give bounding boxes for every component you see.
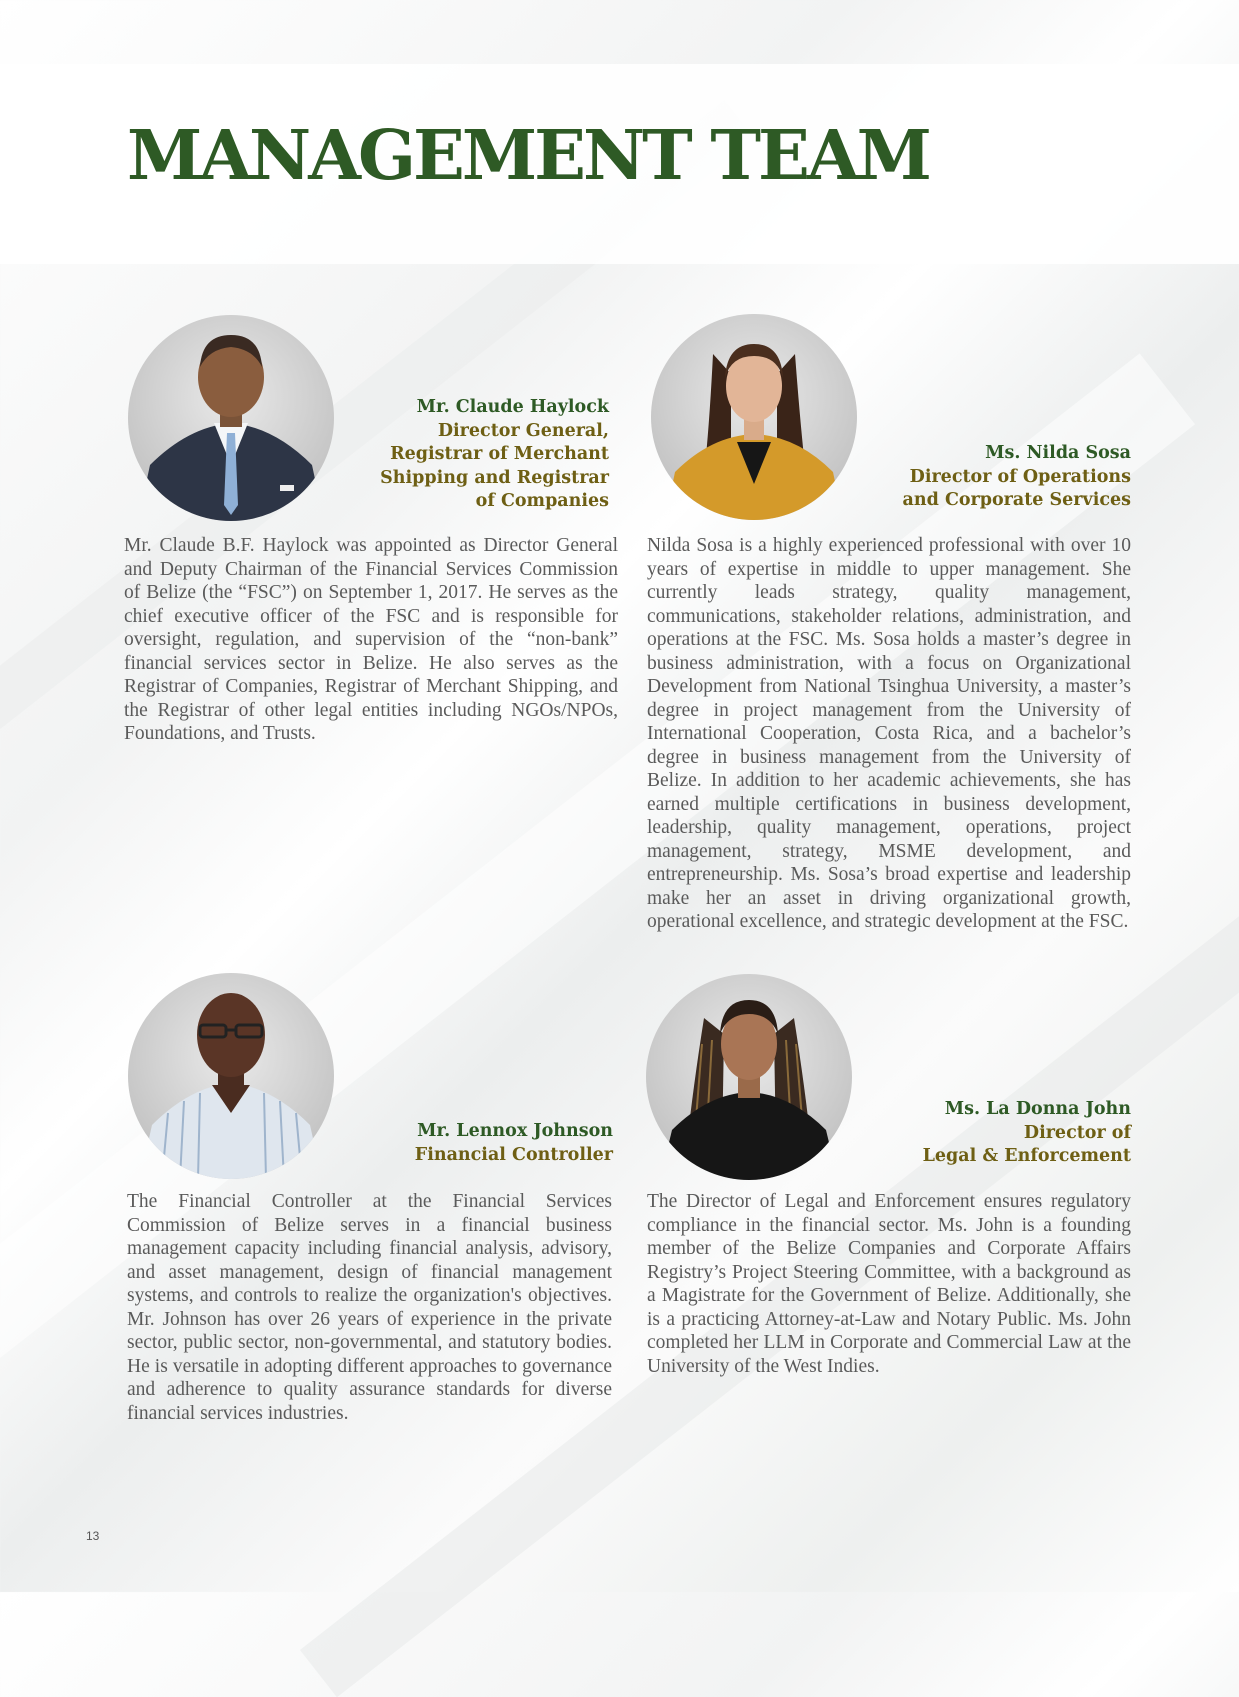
member-title-line: Director of Operations (909, 466, 1131, 487)
name-block-nilda-sosa (903, 442, 1131, 513)
page-title: MANAGEMENT TEAM (127, 116, 929, 196)
member-title-line: Director of (1023, 1122, 1131, 1143)
member-title-line: Shipping and Registrar (380, 467, 609, 488)
member-title-line: Legal & Enforcement (922, 1146, 1131, 1166)
portrait-claude-haylock (128, 315, 334, 521)
bio-claude-haylock: Mr. Claude B.F. Haylock was appointed as Director General and Deputy Chairman of the Financial Services Commission of Belize (the “FSC”) on September 1, 2017. He serves as the chief executive officer of the FSC and is responsible for oversight, regulation, and supervision of the “non-bank” financial services sector in Belize. He also serves as the Registrar of Companies, Registrar of Merchant Shipping, and the Registrar of other legal entities including NGOs/NPOs, Foundations, and Trusts. (124, 535, 618, 744)
member-title-line: and Corporate Services (902, 490, 1131, 510)
bio-la-donna-john: The Director of Legal and Enforcement ensures regulatory compliance in the financial sector. Ms. John is a founding member of the Belize Companies and Corporate Affairs Registry’s Project Steering Committee, with a background as a Magistrate for the Government of Belize. Additionally, she is a practicing Attorney-at-Law and Notary Public. Ms. John completed her LLM in Corporate and Commercial Law at the University of the West Indies. (647, 1191, 1131, 1377)
portrait-lennox-johnson (128, 973, 334, 1179)
member-name: Mr. Lennox Johnson (417, 1121, 613, 1141)
member-title-line: Financial Controller (414, 1144, 613, 1165)
member-title-line: Director General, (437, 420, 609, 441)
member-name: Ms. La Donna John (944, 1099, 1131, 1119)
bio-nilda-sosa: Nilda Sosa is a highly experienced professional with over 10 years of expertise in middle to upper management. She currently leads strategy, quality management, communications, stakeholder relations, administration, and operations at the FSC. Ms. Sosa holds a master’s degree in business administration, with a focus on Organizational Development from National Tsinghua University, a master’s degree in project management from the University of International Cooperation, Costa Rica, and a bachelor’s degree in business management from the University of Belize. In addition to her academic achievements, she has earned multiple certifications in business development, leadership, quality management, operations, project management, strategy, MSME development, and entrepreneurship. Ms. Sosa’s broad expertise and leadership make her an asset in driving organizational growth, operational excellence, and strategic development at the FSC. (647, 535, 1131, 932)
member-name: Ms. Nilda Sosa (985, 443, 1131, 463)
page-number: 13 (86, 1529, 100, 1543)
bio-lennox-johnson: The Financial Controller at the Financial Services Commission of Belize serves in a financial business management capacity including financial analysis, advisory, and asset management, design of financial management systems, and controls to realize the organization's objectives. Mr. Johnson has over 26 years of experience in the private sector, public sector, non-governmental, and statutory bodies. He is versatile in adopting different approaches to governance and adherence to quality assurance standards for diverse financial services industries. (127, 1191, 612, 1424)
portrait-la-donna-john (646, 974, 852, 1180)
member-title-line: of Companies (475, 491, 609, 511)
member-title-line: Registrar of Merchant (390, 444, 609, 464)
name-block-la-donna-john (923, 1098, 1131, 1169)
name-block-lennox-johnson (415, 1120, 613, 1167)
member-name: Mr. Claude Haylock (416, 397, 609, 417)
portrait-nilda-sosa (651, 314, 857, 520)
name-block-claude-haylock (380, 396, 609, 514)
